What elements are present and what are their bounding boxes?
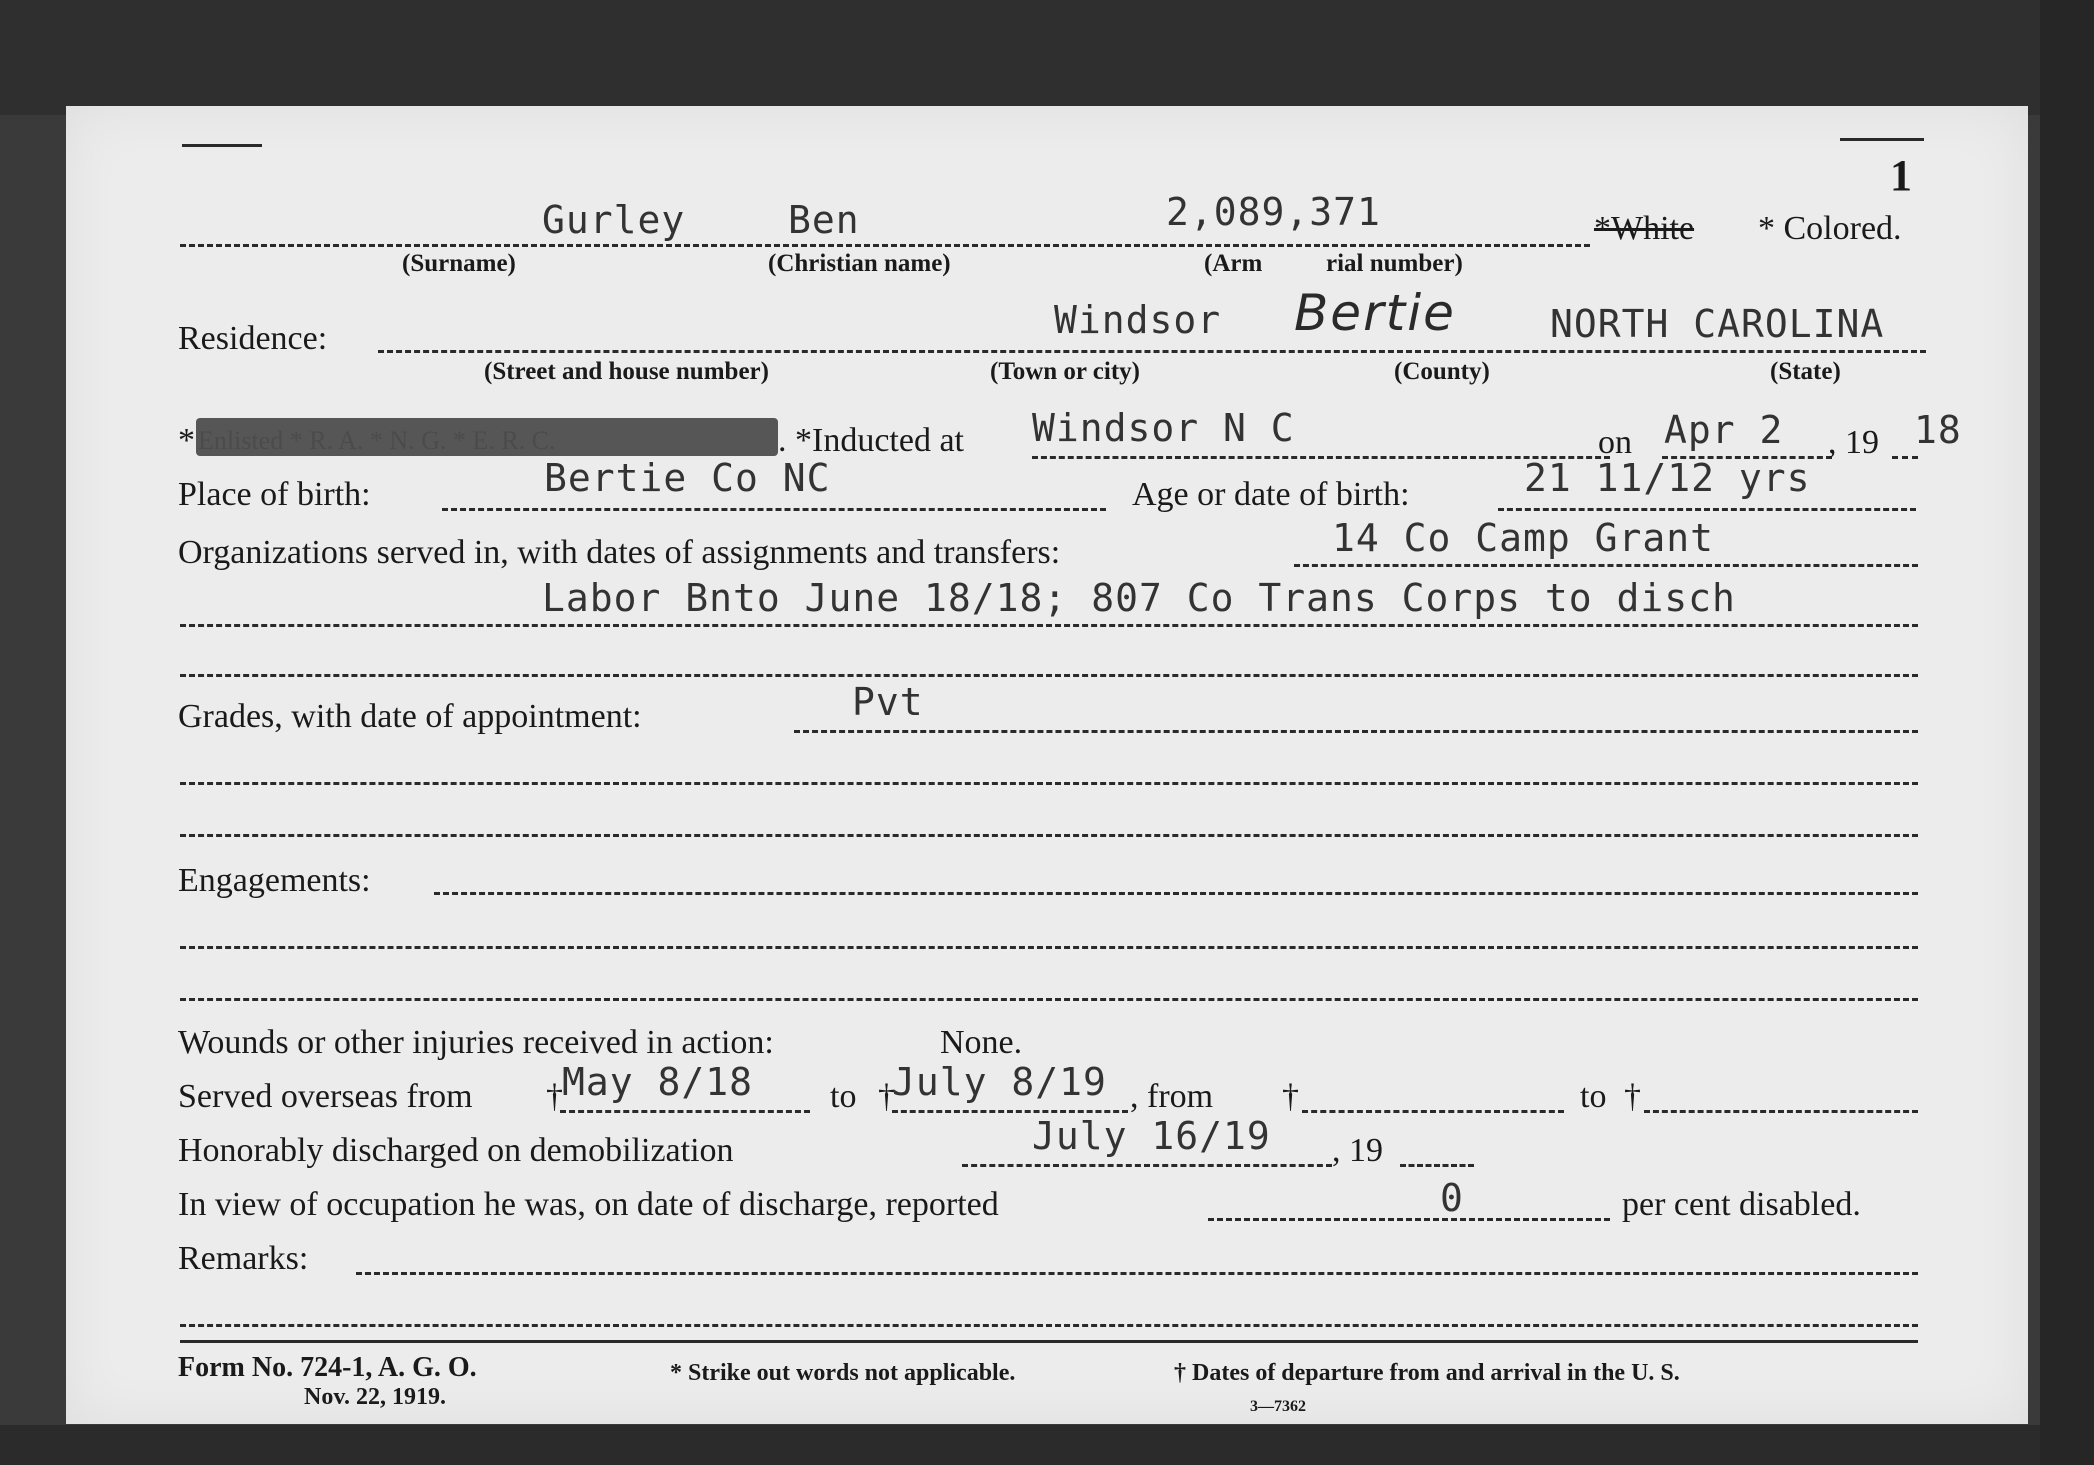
- county-caption: (County): [1394, 358, 1490, 385]
- disability-label: In view of occupation he was, on date of discharge, reported: [178, 1186, 999, 1223]
- engagements-line-1: [434, 892, 1918, 895]
- birth-place-value: Bertie Co NC: [544, 456, 831, 500]
- grades-line-2: [180, 782, 1918, 785]
- organizations-line-2: [180, 624, 1918, 627]
- wounds-value: None.: [940, 1024, 1023, 1061]
- organizations-line-3: [180, 674, 1918, 677]
- overseas-from-value: May 8/18: [562, 1060, 754, 1104]
- remarks-line-2: [180, 1324, 1918, 1327]
- print-code: 3—7362: [1250, 1398, 1306, 1415]
- form-number: Form No. 724-1, A. G. O.: [178, 1352, 477, 1383]
- engagements-line-3: [180, 998, 1918, 1001]
- overseas-label: Served overseas from: [178, 1078, 473, 1115]
- discharge-year-line: [1400, 1164, 1474, 1167]
- on-label: on: [1598, 424, 1632, 461]
- organizations-line-1: [1294, 564, 1918, 567]
- inducted-label: . *Inducted at: [778, 422, 964, 459]
- engagements-line-2: [180, 946, 1918, 949]
- induction-date-value: Apr 2: [1664, 408, 1784, 452]
- grades-label: Grades, with date of appointment:: [178, 698, 642, 735]
- inducted-place-value: Windsor N C: [1032, 406, 1295, 450]
- wounds-label: Wounds or other injuries received in action:: [178, 1024, 774, 1061]
- birth-place-label: Place of birth:: [178, 476, 371, 513]
- overseas-from-label-2: , from: [1130, 1078, 1214, 1115]
- overseas-to-value: July 8/19: [892, 1060, 1107, 1104]
- overseas-to-label: to: [830, 1078, 857, 1115]
- residence-line: [378, 350, 1926, 353]
- age-label: Age or date of birth:: [1132, 476, 1410, 513]
- discharge-date-line: [962, 1164, 1332, 1167]
- disability-line: [1208, 1218, 1610, 1221]
- discharge-year-label: , 19: [1332, 1132, 1383, 1169]
- surname-caption: (Surname): [402, 250, 516, 277]
- enlisted-options-redaction: [196, 418, 778, 456]
- grades-line-1: [794, 730, 1918, 733]
- induction-asterisk: *: [178, 422, 195, 459]
- street-caption: (Street and house number): [484, 358, 769, 385]
- footnote-dagger: † Dates of departure from and arrival in the U. S.: [1174, 1360, 1680, 1386]
- christian-name-caption: (Christian name): [768, 250, 951, 277]
- serial-caption-right: rial number): [1326, 250, 1463, 277]
- organizations-value-1: 14 Co Camp Grant: [1332, 516, 1715, 560]
- overseas-dagger-2: †: [878, 1078, 895, 1115]
- race-colored: * Colored.: [1758, 210, 1902, 247]
- state-caption: (State): [1770, 358, 1841, 385]
- scan-background-right: [2040, 0, 2094, 1465]
- overseas-from-line-2: [1302, 1110, 1564, 1113]
- card-number: 1: [1890, 151, 1912, 200]
- discharge-label: Honorably discharged on demobilization: [178, 1132, 734, 1169]
- race-white-struck: *White: [1594, 210, 1695, 247]
- overseas-to-line: [892, 1110, 1128, 1113]
- disability-value: 0: [1440, 1176, 1464, 1220]
- grades-value: Pvt: [852, 680, 924, 724]
- discharge-date-value: July 16/19: [1032, 1114, 1271, 1158]
- overseas-dagger-3: †: [1282, 1078, 1299, 1115]
- residence-state-value: NORTH CAROLINA: [1550, 302, 1885, 346]
- overseas-dagger-1: †: [546, 1078, 563, 1115]
- corner-mark-left: [182, 144, 262, 147]
- remarks-label: Remarks:: [178, 1240, 309, 1277]
- disability-suffix: per cent disabled.: [1622, 1186, 1861, 1223]
- residence-county-value: Bertie: [1294, 284, 1456, 342]
- town-caption: (Town or city): [990, 358, 1140, 385]
- age-value: 21 11/12 yrs: [1524, 456, 1811, 500]
- remarks-line-1: [356, 1272, 1918, 1275]
- footer-rule: [180, 1340, 1918, 1343]
- corner-mark-right: [1840, 138, 1924, 141]
- overseas-to-line-2: [1644, 1110, 1918, 1113]
- serial-caption-left: (Arm: [1204, 250, 1263, 277]
- scan-background-bottom: [0, 1425, 2094, 1465]
- overseas-dagger-4: †: [1624, 1078, 1641, 1115]
- induction-year-line: [1892, 456, 1918, 459]
- overseas-to-label-2: to: [1580, 1078, 1607, 1115]
- form-date: Nov. 22, 1919.: [304, 1384, 447, 1410]
- birth-place-line: [442, 508, 1106, 511]
- service-record-card: [66, 106, 2028, 1424]
- residence-label: Residence:: [178, 320, 328, 357]
- scan-background-top: [0, 0, 2094, 115]
- overseas-from-line: [560, 1110, 810, 1113]
- footnote-strike: * Strike out words not applicable.: [670, 1360, 1016, 1386]
- serial-number-value: 2,089,371: [1166, 190, 1381, 234]
- grades-line-3: [180, 834, 1918, 837]
- induction-year-label: , 19: [1828, 424, 1879, 461]
- organizations-value-2: Labor Bnto June 18/18; 807 Co Trans Corps to disch: [542, 576, 1736, 620]
- christian-name-value: Ben: [788, 198, 860, 242]
- induction-year-value: 18: [1914, 408, 1962, 452]
- surname-value: Gurley: [542, 198, 686, 242]
- residence-town-value: Windsor: [1054, 298, 1222, 342]
- engagements-label: Engagements:: [178, 862, 371, 899]
- organizations-label: Organizations served in, with dates of assignments and transfers:: [178, 534, 1061, 571]
- age-line: [1498, 508, 1916, 511]
- name-line: [180, 244, 1590, 247]
